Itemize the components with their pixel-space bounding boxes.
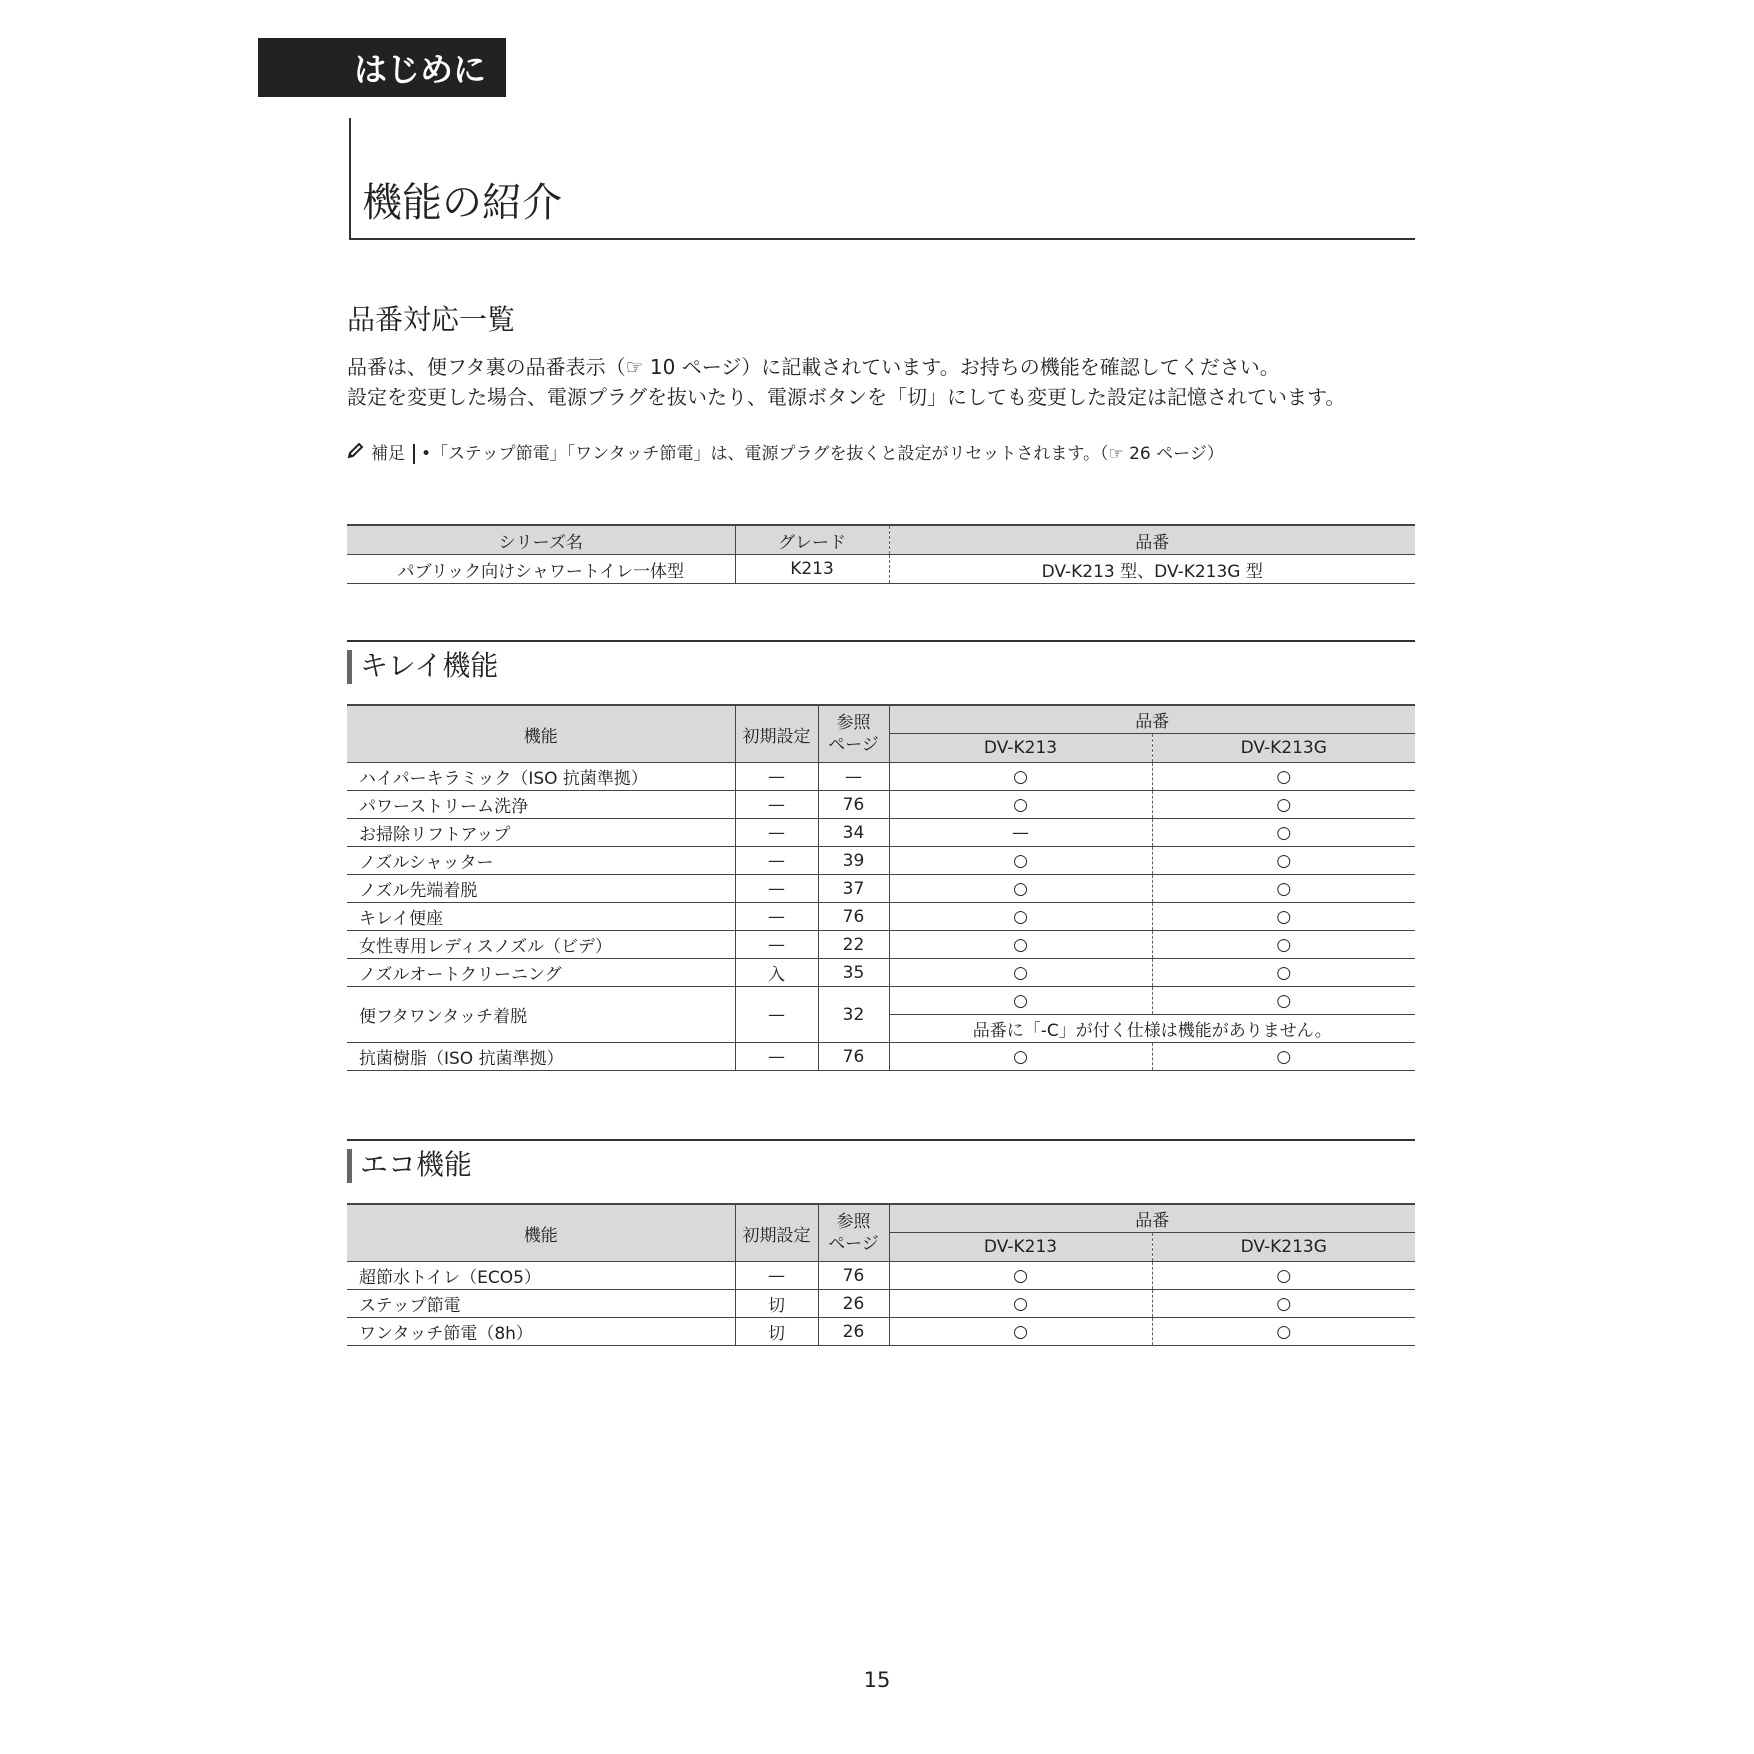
model-k213g-support: ○ [1152, 959, 1415, 987]
pencil-icon [347, 441, 365, 467]
note-divider [413, 444, 415, 464]
header-reference-page [818, 1204, 889, 1262]
table-row [347, 931, 1415, 959]
model-number-cell: DV-K213 型、DV-K213G 型 [1041, 561, 1263, 582]
ref-label-2: ページ [828, 735, 879, 755]
model-k213-support: ○ [889, 791, 1152, 819]
ref-label-2: ページ [828, 1234, 879, 1254]
initial-setting: — [735, 987, 818, 1043]
initial-setting: — [735, 847, 818, 875]
table-row [347, 1043, 1415, 1071]
header-series-name: シリーズ名 [347, 525, 735, 555]
model-k213g-support: ○ [1152, 903, 1415, 931]
kirei-section-heading [347, 640, 1415, 682]
header-model-number: 品番 [889, 525, 1415, 555]
table-row [347, 819, 1415, 847]
initial-setting: — [735, 791, 818, 819]
supplement-note [347, 441, 1224, 467]
reference-page: — [818, 763, 889, 791]
series-table-header [347, 525, 1415, 555]
reference-page: 39 [818, 847, 889, 875]
table-row [347, 1290, 1415, 1318]
reference-page: 34 [818, 819, 889, 847]
model-k213-support: ○ [889, 875, 1152, 903]
header-model-k213: DV-K213 [889, 734, 1152, 763]
model-k213-support: ○ [889, 1318, 1152, 1346]
model-k213g-support: ○ [1152, 791, 1415, 819]
function-name: ステップ節電 [347, 1290, 735, 1318]
reference-page: 76 [818, 1262, 889, 1290]
header-initial-setting: 初期設定 [735, 705, 818, 763]
model-k213-support: ○ [889, 1262, 1152, 1290]
model-k213g-support: ○ [1152, 875, 1415, 903]
eco-section-heading [347, 1139, 1415, 1181]
initial-setting: — [735, 763, 818, 791]
note-label: 補足 [371, 444, 405, 464]
model-k213-support: ○ [889, 1043, 1152, 1071]
section-tab-label: はじめに [354, 50, 486, 89]
model-k213g-support: ○ [1152, 1290, 1415, 1318]
function-name: ノズルオートクリーニング [347, 959, 735, 987]
header-reference-page [818, 705, 889, 763]
initial-setting: — [735, 903, 818, 931]
reference-page: 26 [818, 1290, 889, 1318]
page-number: 15 [863, 1668, 891, 1692]
function-name: ノズルシャッター [347, 847, 735, 875]
reference-page: 32 [818, 987, 889, 1043]
table-row [347, 763, 1415, 791]
series-name-cell: パブリック向けシャワートイレ一体型 [347, 555, 735, 584]
function-name: ハイパーキラミック（ISO 抗菌準拠） [347, 763, 735, 791]
model-k213-support: ○ [889, 763, 1152, 791]
initial-setting: 切 [735, 1290, 818, 1318]
table-header-row [347, 705, 1415, 734]
header-model-k213g: DV-K213G [1152, 734, 1415, 763]
table-row [347, 1318, 1415, 1346]
heading-marker [347, 1149, 352, 1183]
model-k213g-support: ○ [1152, 1043, 1415, 1071]
reference-page: 26 [818, 1318, 889, 1346]
reference-page: 37 [818, 875, 889, 903]
ref-label-1: 参照 [836, 713, 871, 733]
initial-setting: 入 [735, 959, 818, 987]
kirei-heading-text: キレイ機能 [360, 649, 499, 682]
grade-cell: K213 [735, 555, 889, 584]
reference-page: 76 [818, 791, 889, 819]
header-function: 機能 [347, 705, 735, 763]
model-k213g-support: ○ [1152, 847, 1415, 875]
initial-setting: 切 [735, 1318, 818, 1346]
model-k213g-support: ○ [1152, 1318, 1415, 1346]
header-function: 機能 [347, 1204, 735, 1262]
model-k213g-support: ○ [1152, 763, 1415, 791]
function-name: ノズル先端着脱 [347, 875, 735, 903]
header-model-k213: DV-K213 [889, 1233, 1152, 1262]
function-name: お掃除リフトアップ [347, 819, 735, 847]
table-row [347, 555, 1415, 584]
reference-page: 76 [818, 1043, 889, 1071]
function-name: 抗菌樹脂（ISO 抗菌準拠） [347, 1043, 735, 1071]
table-header-row [347, 1204, 1415, 1233]
function-name: パワーストリーム洗浄 [347, 791, 735, 819]
table-row [347, 987, 1415, 1015]
function-name: 便フタワンタッチ着脱 [347, 987, 735, 1043]
eco-heading-text: エコ機能 [360, 1148, 473, 1181]
page-title: 機能の紹介 [362, 180, 562, 226]
function-name: 女性専用レディスノズル（ビデ） [347, 931, 735, 959]
table-row [347, 903, 1415, 931]
initial-setting: — [735, 1043, 818, 1071]
model-k213-support: ○ [889, 987, 1152, 1015]
intro-line-1: 品番は、便フタ裏の品番表示（☞ 10 ページ）に記載されています。お持ちの機能を確認してください。 [347, 355, 1280, 379]
table-row [347, 1262, 1415, 1290]
header-model-group: 品番 [889, 1204, 1415, 1233]
model-k213-support: ○ [889, 847, 1152, 875]
note-text: •「ステップ節電」「ワンタッチ節電」は、電源プラグを抜くと設定がリセットされます。（☞ 26 ページ） [421, 444, 1224, 464]
model-k213-support: ○ [889, 903, 1152, 931]
initial-setting: — [735, 819, 818, 847]
table-row [347, 959, 1415, 987]
initial-setting: — [735, 875, 818, 903]
header-initial-setting: 初期設定 [735, 1204, 818, 1262]
ref-label-1: 参照 [836, 1212, 871, 1232]
title-vertical-rule [349, 118, 351, 239]
heading-marker [347, 650, 352, 684]
kirei-feature-table [347, 704, 1415, 1071]
intro-text [347, 352, 1345, 412]
model-k213-support: ○ [889, 959, 1152, 987]
function-name: 超節水トイレ（ECO5） [347, 1262, 735, 1290]
model-k213g-support: ○ [1152, 819, 1415, 847]
model-k213-support: — [889, 819, 1152, 847]
header-grade: グレード [735, 525, 889, 555]
function-name: キレイ便座 [347, 903, 735, 931]
initial-setting: — [735, 1262, 818, 1290]
model-k213-support: ○ [889, 931, 1152, 959]
model-k213g-support: ○ [1152, 987, 1415, 1015]
eco-feature-table [347, 1203, 1415, 1346]
table-row [347, 875, 1415, 903]
table-row [347, 847, 1415, 875]
intro-line-2: 設定を変更した場合、電源プラグを抜いたり、電源ボタンを「切」にしても変更した設定は記憶されています。 [347, 385, 1346, 409]
function-name: ワンタッチ節電（8h） [347, 1318, 735, 1346]
model-k213-support: ○ [889, 1290, 1152, 1318]
reference-page: 22 [818, 931, 889, 959]
section-tab [258, 38, 506, 97]
header-model-group: 品番 [889, 705, 1415, 734]
list-heading: 品番対応一覧 [347, 303, 516, 336]
model-k213g-support: ○ [1152, 1262, 1415, 1290]
model-k213g-support: ○ [1152, 931, 1415, 959]
initial-setting: — [735, 931, 818, 959]
series-table [347, 524, 1415, 584]
reference-page: 35 [818, 959, 889, 987]
title-horizontal-rule [349, 238, 1415, 240]
table-row [347, 791, 1415, 819]
header-model-k213g: DV-K213G [1152, 1233, 1415, 1262]
model-note: 品番に「-C」が付く仕様は機能がありません。 [889, 1015, 1415, 1043]
reference-page: 76 [818, 903, 889, 931]
